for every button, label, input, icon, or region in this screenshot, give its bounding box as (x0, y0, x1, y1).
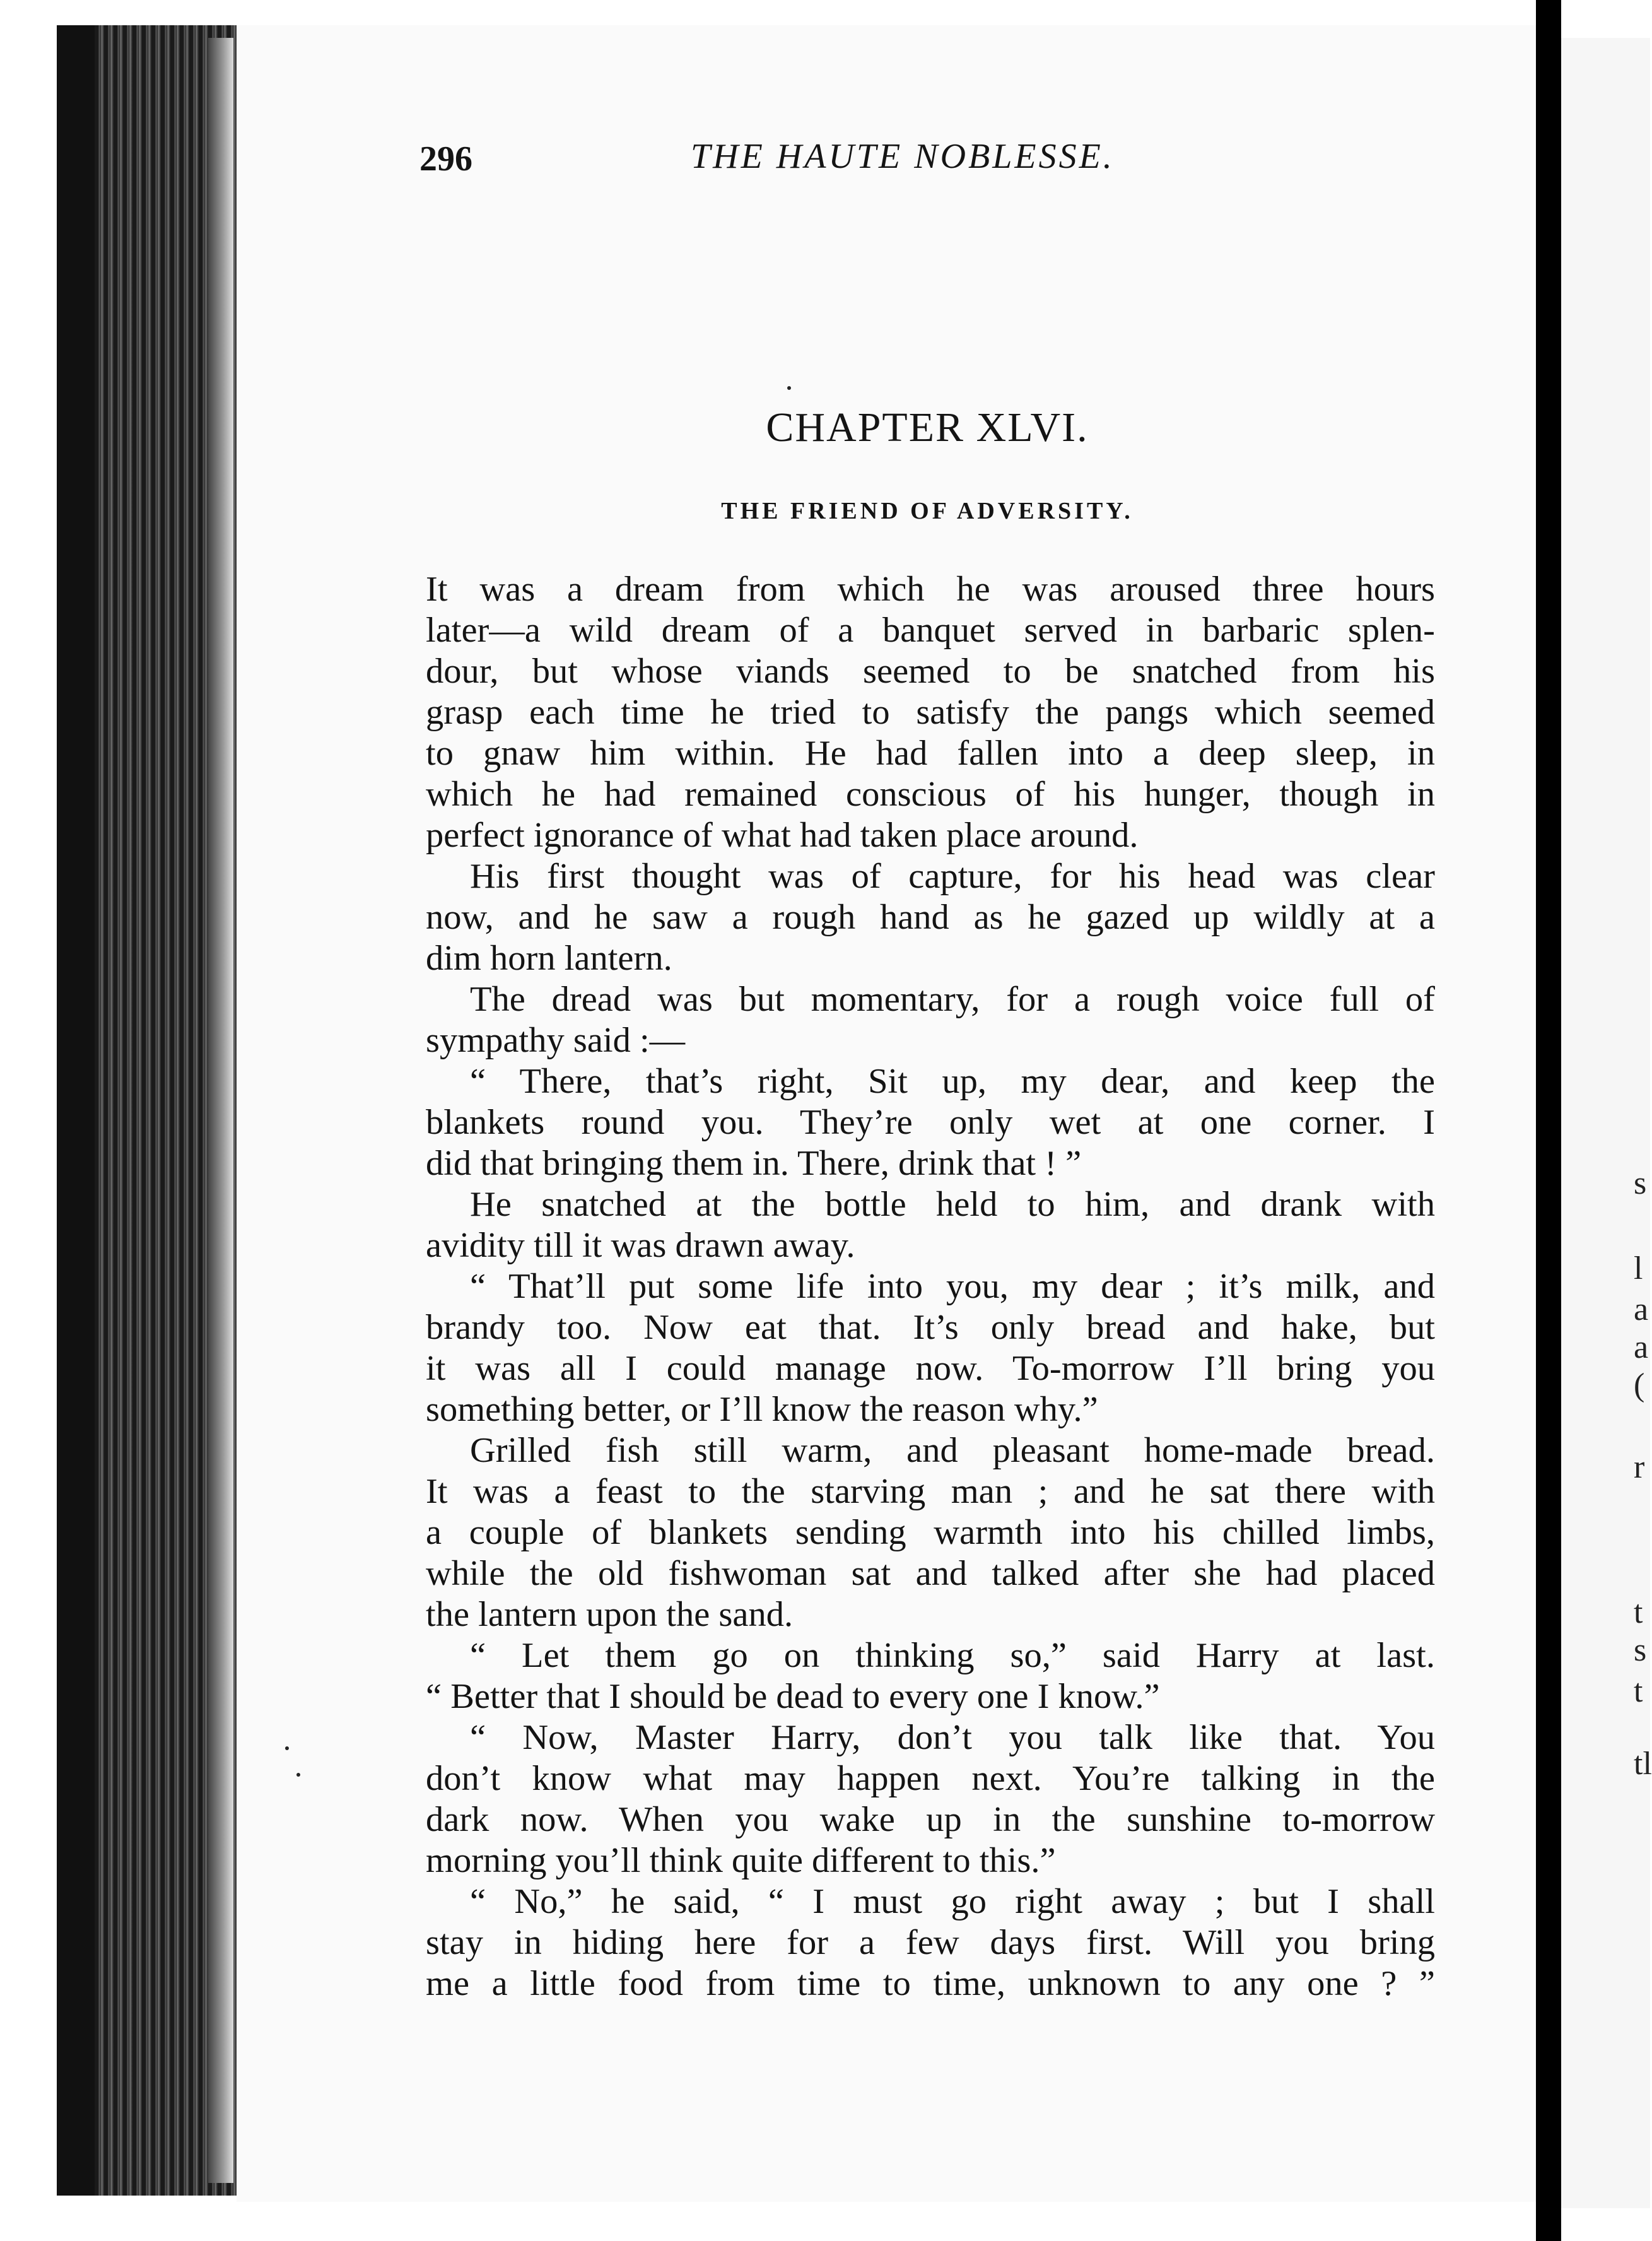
adjacent-page-fragment: a (1634, 1291, 1649, 1327)
page-edge-shadow (208, 38, 233, 2183)
text-line: blankets round you. They’re only wet at one corner. I (426, 1103, 1435, 1142)
text-line: dark now. When you wake up in the sunshine to-morrow (426, 1800, 1435, 1839)
text-line: the lantern upon the sand. (426, 1595, 794, 1634)
text-line: perfect ignorance of what had taken place around. (426, 816, 1139, 855)
text-line: “ Now, Master Harry, don’t you talk like that. You (470, 1718, 1435, 1757)
adjacent-page-fragment: s (1634, 1165, 1647, 1201)
text-line: it was all I could manage now. To-morrow I’ll bring you (426, 1349, 1435, 1388)
adjacent-page-fragment: t (1634, 1673, 1643, 1709)
page-number: 296 (419, 139, 472, 179)
adjacent-page-fragment: r (1634, 1449, 1645, 1485)
text-line: avidity till it was drawn away. (426, 1226, 855, 1265)
chapter-title: CHAPTER XLVI. (766, 404, 1089, 450)
text-line: sympathy said :— (426, 1021, 686, 1060)
text-line: “ There, that’s right, Sit up, my dear, and keep the (470, 1062, 1435, 1101)
page-gutter (1536, 0, 1561, 2241)
text-line: The dread was but momentary, for a rough voice full of (470, 980, 1435, 1019)
text-line: His first thought was of capture, for his head was clear (470, 857, 1435, 896)
text-line: “ Let them go on thinking so,” said Harry at last. (470, 1636, 1435, 1675)
text-line: “ That’ll put some life into you, my dear ; it’s milk, and (470, 1267, 1435, 1306)
chapter-subtitle: THE FRIEND OF ADVERSITY. (721, 498, 1134, 524)
text-line: Grilled fish still warm, and pleasant home-made bread. (470, 1431, 1435, 1470)
text-line: don’t know what may happen next. You’re talking in the (426, 1759, 1435, 1798)
text-line: “ No,” he said, “ I must go right away ; but I shall (470, 1882, 1435, 1921)
text-line: stay in hiding here for a few days first. Will you bring (426, 1923, 1435, 1962)
text-line: grasp each time he tried to satisfy the pangs which seemed (426, 693, 1435, 732)
adjacent-page-fragment: t (1634, 1594, 1643, 1630)
adjacent-page (1561, 38, 1650, 2208)
text-line: It was a feast to the starving man ; and he sat there with (426, 1472, 1435, 1511)
adjacent-page-fragment: ( (1634, 1367, 1645, 1403)
text-line: dim horn lantern. (426, 939, 672, 978)
speck (285, 1746, 289, 1750)
text-line: He snatched at the bottle held to him, and drank with (470, 1185, 1435, 1224)
book-spine (57, 25, 95, 2196)
text-line: morning you’ll think quite different to this.” (426, 1841, 1056, 1880)
text-line: It was a dream from which he was aroused three hours (426, 570, 1435, 609)
speck (787, 386, 791, 390)
adjacent-page-fragment: s (1634, 1632, 1647, 1668)
body-text (426, 569, 1435, 2004)
adjacent-page-fragment: tl (1634, 1746, 1652, 1782)
text-line: “ Better that I should be dead to every one I know.” (426, 1677, 1160, 1716)
text-line: brandy too. Now eat that. It’s only bread and hake, but (426, 1308, 1435, 1347)
adjacent-page-fragment: a (1634, 1329, 1649, 1365)
text-line: which he had remained conscious of his hunger, though in (426, 775, 1435, 814)
text-line: while the old fishwoman sat and talked after she had placed (426, 1554, 1435, 1593)
text-line: a couple of blankets sending warmth into his chilled limbs, (426, 1513, 1435, 1552)
text-line: did that bringing them in. There, drink that ! ” (426, 1144, 1082, 1183)
text-line: something better, or I’ll know the reason why.” (426, 1390, 1098, 1429)
text-line: me a little food from time to time, unknown to any one ? ” (426, 1964, 1435, 2003)
text-line: dour, but whose viands seemed to be snatched from his (426, 652, 1435, 691)
running-head: THE HAUTE NOBLESSE. (691, 137, 1115, 176)
adjacent-page-fragment: l (1634, 1250, 1643, 1286)
text-line: later—a wild dream of a banquet served in barbaric splen- (426, 611, 1435, 650)
text-line: now, and he saw a rough hand as he gazed up wildly at a (426, 898, 1435, 937)
speck (296, 1773, 300, 1777)
text-line: to gnaw him within. He had fallen into a deep sleep, in (426, 734, 1435, 773)
